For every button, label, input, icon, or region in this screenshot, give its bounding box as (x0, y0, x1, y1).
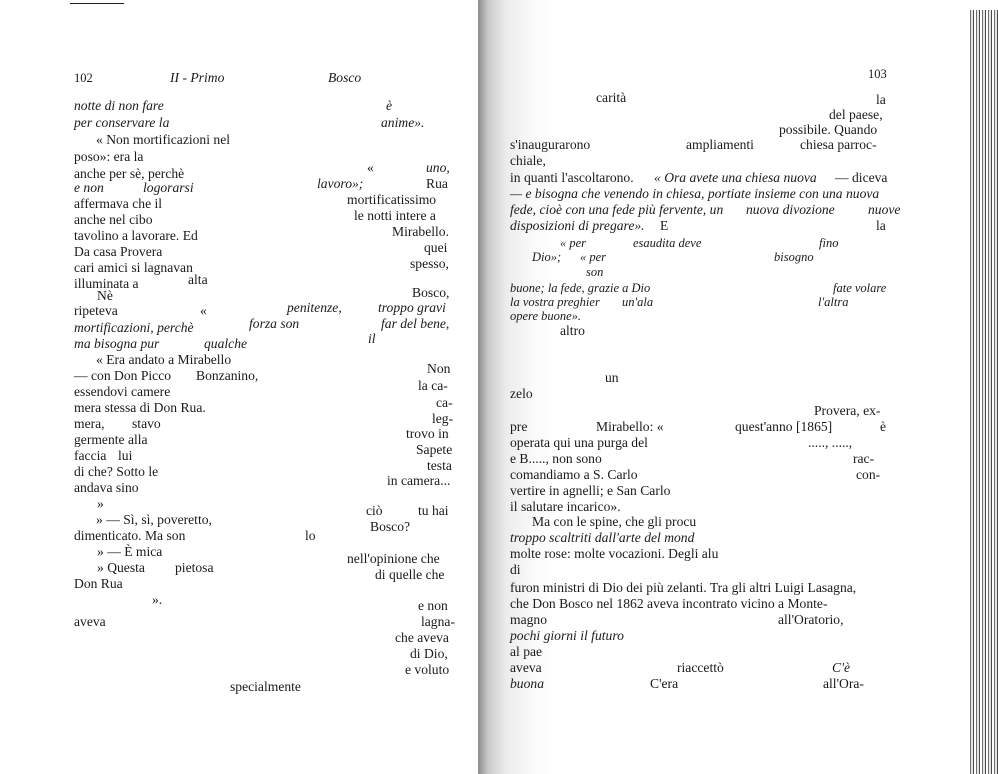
text-line: la ca- (418, 378, 448, 393)
text-line: — con Don Picco (74, 368, 172, 383)
text-line: di che? Sotto le (74, 464, 159, 479)
text-line: esaudita deve (633, 236, 702, 250)
text-line: forza son (249, 316, 300, 331)
text-line: leg- (432, 411, 454, 426)
text-line: stavo (132, 416, 161, 431)
text-line: ca- (436, 395, 453, 410)
text-line: mortificazioni, perchè (74, 320, 194, 335)
text-line: l'altra (818, 295, 849, 309)
text-line: e voluto (405, 662, 450, 677)
text-line: penitenze, (287, 300, 342, 315)
text-line: Mirabello: « (596, 419, 664, 434)
text-line: ». (152, 592, 163, 607)
text-line: pre (510, 419, 528, 434)
text-line: furon ministri di Dio dei più zelanti. Tra gli altri Luigi Lasagna, (510, 580, 857, 595)
text-line: Nè (97, 288, 113, 303)
text-line: di quelle che (375, 567, 445, 582)
text-line: Mirabello. (392, 224, 450, 239)
text-line: specialmente (230, 679, 301, 694)
text-line: opere buone». (510, 309, 582, 323)
text-line: è (386, 98, 393, 113)
text-line: mera stessa di Don Rua. (74, 400, 206, 415)
text-line: la (876, 92, 886, 107)
text-line: « (367, 160, 374, 175)
text-line: germente alla (74, 432, 148, 447)
text-line: anime». (381, 115, 425, 130)
text-line: C'era (650, 676, 679, 691)
book-page-edges (968, 10, 998, 774)
text-line: poso»: era la (74, 149, 144, 164)
text-line: per conservare la (74, 115, 170, 130)
text-line: » — È mica (97, 544, 163, 559)
text-line: le notti intere a (354, 208, 436, 223)
text-line: « (200, 303, 207, 318)
text-line: fede, cioè con una fede più fervente, un (510, 202, 724, 217)
text-line: un (605, 370, 619, 385)
text-line: trovo in (406, 426, 449, 441)
text-line: Dio»; (532, 250, 562, 264)
page-number: 103 (868, 67, 887, 81)
text-line: nell'opinione che (347, 551, 440, 566)
text-line: mortificatissimo (347, 192, 437, 207)
text-line: quest'anno [1865] (735, 419, 833, 434)
text-line: buone; la fede, grazie a Dio (510, 281, 651, 295)
text-line: Bonzanino, (196, 368, 259, 383)
text-line: lui (118, 448, 133, 463)
text-line: in quanti l'ascoltarono. (510, 170, 634, 185)
text-line: zelo (510, 386, 533, 401)
text-line: ripeteva (74, 303, 118, 318)
text-line: Non (427, 361, 451, 376)
text-line: nuova divozione (746, 202, 835, 217)
text-line: e non (74, 180, 104, 195)
text-line: in camera... (387, 473, 451, 488)
text-line: rac- (853, 451, 875, 466)
text-line: al pae (510, 644, 543, 659)
text-line: Bosco, (412, 285, 450, 300)
text-line: fate volare (833, 281, 887, 295)
text-line: affermava che il (74, 196, 163, 211)
text-line: logorarsi (143, 180, 194, 195)
text-line: vertire in agnelli; e San Carlo (510, 483, 671, 498)
text-line: che Don Bosco nel 1862 aveva incontrato vicino a Monte- (510, 596, 828, 611)
text-line: troppo gravi (378, 300, 446, 315)
text-line: Sapete (416, 442, 453, 457)
text-line: disposizioni di pregare». (510, 218, 645, 233)
text-line: ma bisogna pur (74, 336, 160, 351)
text-line: ampliamenti (686, 137, 754, 152)
text-line: nuove (868, 202, 901, 217)
text-line: mera, (74, 416, 105, 431)
text-line: andava sino (74, 480, 139, 495)
text-line: il salutare incarico». (510, 499, 621, 514)
text-line: C'è (832, 660, 851, 675)
text-line: faccia (74, 448, 107, 463)
text-line: lo (305, 528, 316, 543)
text-line: essendovi camere (74, 384, 171, 399)
text-line: tavolino a lavorare. Ed (74, 228, 198, 243)
text-line: all'Oratorio, (778, 612, 844, 627)
text-line: — e bisogna che venendo in chiesa, portiate insieme con una nuova (510, 186, 880, 201)
text-line: e non (418, 598, 448, 613)
text-line: « per (560, 236, 587, 250)
text-line: altro (560, 323, 585, 338)
text-line: lavoro»; (317, 176, 364, 191)
text-line: bisogno (774, 250, 814, 264)
text-line: « Era andato a Mirabello (96, 352, 232, 367)
text-line: uno, (426, 160, 450, 175)
text-line: ....., ....., (808, 435, 853, 450)
text-line: di Dio, (410, 646, 448, 661)
text-line: qualche (204, 336, 248, 351)
text-line: anche per sè, perchè (74, 166, 185, 181)
text-line: — diceva (835, 170, 888, 185)
text-line: tu hai (418, 503, 449, 518)
text-line: Provera, ex- (814, 403, 881, 418)
text-line: » (97, 496, 104, 511)
text-line: il (368, 331, 376, 346)
left-page (0, 0, 480, 774)
text-line: la vostra preghier (510, 295, 600, 309)
text-line: s'inaugurarono (510, 137, 591, 152)
text-line: del paese, (829, 107, 883, 122)
text-line: alta (188, 272, 208, 287)
text-line: la (876, 218, 886, 233)
text-line: son (586, 265, 604, 279)
text-line: anche nel cibo (74, 212, 153, 227)
text-line: di (510, 562, 521, 577)
text-line: « Non mortificazioni nel (96, 132, 231, 147)
text-line: carità (596, 90, 627, 105)
page-number: 102 (74, 71, 93, 85)
text-line: ciò (366, 503, 383, 518)
text-line: operata qui una purga del (510, 435, 648, 450)
text-line: dimenticato. Ma son (74, 528, 186, 543)
running-head-title: Bosco (328, 70, 362, 85)
text-line: con- (856, 467, 881, 482)
text-line: testa (427, 458, 452, 473)
text-line: chiesa parroc- (800, 137, 877, 152)
text-line: » Questa (97, 560, 145, 575)
text-line: quei (424, 240, 448, 255)
text-line: far del bene, (381, 316, 450, 331)
text-line: Don Rua (74, 576, 123, 591)
text-line: possibile. Quando (779, 122, 878, 137)
text-line: e B....., non sono (510, 451, 602, 466)
text-line: spesso, (410, 256, 449, 271)
text-line: illuminata a (74, 276, 139, 291)
text-line: « Ora avete una chiesa nuova (654, 170, 817, 185)
text-line: che aveva (395, 630, 449, 645)
text-line: all'Ora- (823, 676, 864, 691)
text-line: pietosa (175, 560, 214, 575)
top-rule (70, 3, 124, 4)
right-page (478, 0, 998, 774)
text-line: Bosco? (370, 519, 411, 534)
text-line: aveva (510, 660, 542, 675)
text-line: comandiamo a S. Carlo (510, 467, 638, 482)
text-line: » — Sì, sì, poveretto, (96, 512, 212, 527)
text-line: Da casa Provera (74, 244, 163, 259)
text-line: buona (510, 676, 544, 691)
text-line: troppo scaltriti dall'arte del mond (510, 530, 695, 545)
text-line: lagna- (421, 614, 455, 629)
text-line: Rua (426, 176, 448, 191)
text-line: cari amici si lagnavan (74, 260, 193, 275)
text-line: Ma con le spine, che gli procu (532, 514, 697, 529)
running-head-chapter: II - Primo (170, 70, 225, 85)
text-line: chiale, (510, 153, 546, 168)
text-line: magno (510, 612, 547, 627)
text-line: notte di non fare (74, 98, 164, 113)
text-line: pochi giorni il futuro (510, 628, 624, 643)
text-line: è (880, 419, 887, 434)
text-line: E (660, 218, 669, 233)
text-line: aveva (74, 614, 106, 629)
text-line: fino (819, 236, 839, 250)
text-line: molte rose: molte vocazioni. Degli alu (510, 546, 719, 561)
text-line: « per (580, 250, 607, 264)
text-line: un'ala (622, 295, 654, 309)
text-line: riaccettò (677, 660, 724, 675)
